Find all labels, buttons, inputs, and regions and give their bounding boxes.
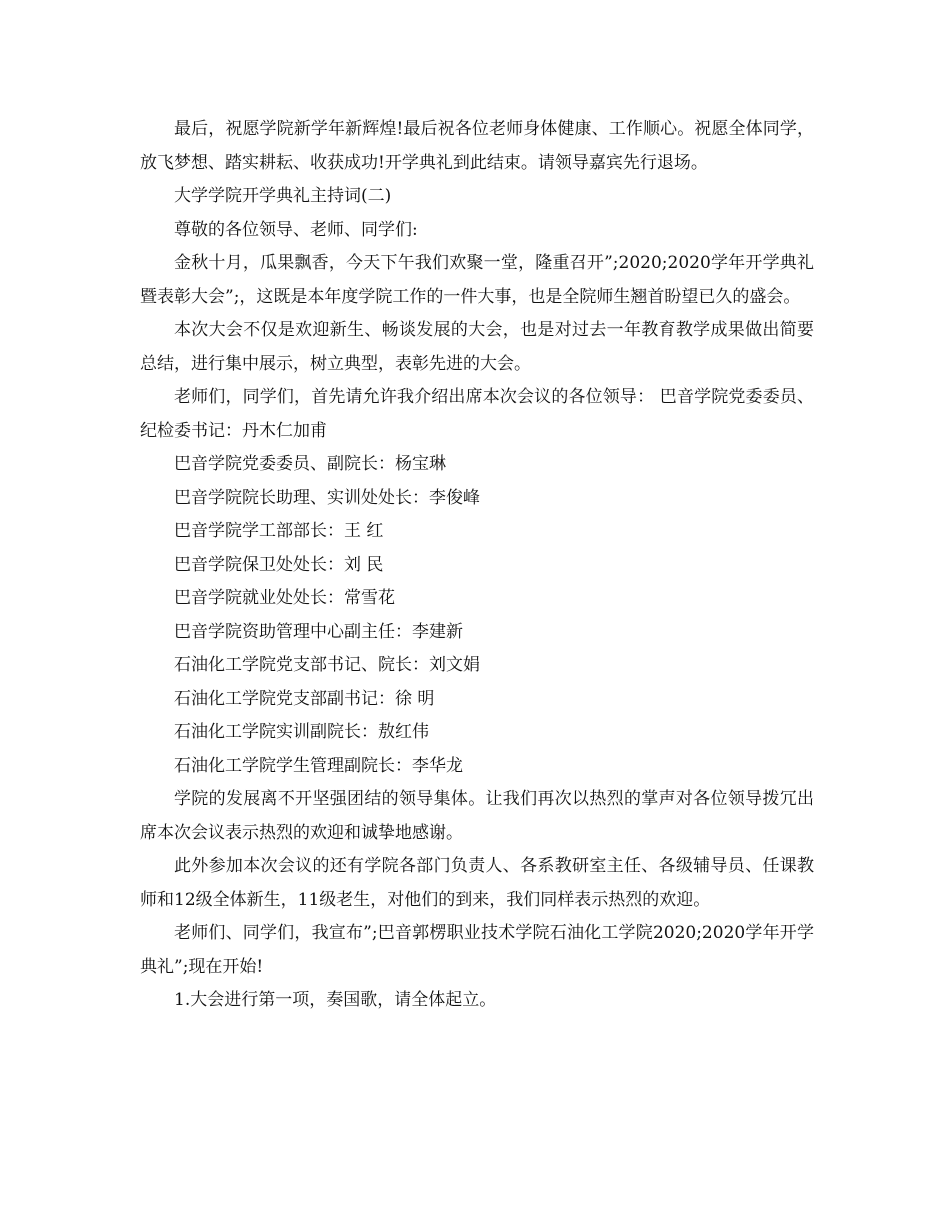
paragraph-meeting-purpose: 本次大会不仅是欢迎新生、畅谈发展的大会，也是对过去一年教育教学成果做出简要总结，进行集中展示，树立典型，表彰先进的大会。 [140,320,814,374]
leader-list-item: 巴音学院学工部部长：王 红 [174,521,384,541]
paragraph-opening: 金秋十月，瓜果飘香，今天下午我们欢聚一堂，隆重召开”;2020;2020学年开学典礼暨表彰大会”;，这既是本年度学院工作的一件大事，也是全院师生翘首盼望已久的盛会。 [140,253,815,307]
document-body [140,113,814,1018]
paragraph-attendees: 此外参加本次会议的还有学院各部门负责人、各系教研室主任、各级辅导员、任课教师和12级全体新生，11级老生，对他们的到来，我们同样表示热烈的欢迎。 [140,856,814,910]
paragraph-leader-intro: 老师们，同学们，首先请允许我介绍出席本次会议的各位领导： 巴音学院党委委员、纪检委书记：丹木仁加甫 [140,387,814,441]
section-heading: 大学学院开学典礼主持词(二) [174,186,392,206]
leader-list-item: 巴音学院院长助理、实训处处长：李俊峰 [174,487,480,508]
paragraph-announcement: 老师们、同学们，我宣布”;巴音郭楞职业技术学院石油化工学院2020;2020学年开学典礼”;现在开始! [140,923,814,977]
paragraph-applause: 学院的发展离不开坚强团结的领导集体。让我们再次以热烈的掌声对各位领导拨冗出席本次会议表示热烈的欢迎和诚挚地感谢。 [140,789,814,843]
paragraph-salutation: 尊敬的各位领导、老师、同学们: [174,219,418,240]
agenda-item-1: 1.大会进行第一项，奏国歌，请全体起立。 [174,990,497,1010]
leader-list-item: 石油化工学院党支部副书记：徐 明 [174,688,435,709]
paragraph-closing-wishes: 最后，祝愿学院新学年新辉煌!最后祝各位老师身体健康、工作顺心。祝愿全体同学，放飞梦想、踏实耕耘、收获成功!开学典礼到此结束。请领导嘉宾先行退场。 [140,119,814,173]
leader-list-item: 巴音学院保卫处处长：刘 民 [174,554,384,575]
leader-list-item: 石油化工学院党支部书记、院长：刘文娟 [174,655,480,675]
leader-list-item: 石油化工学院学生管理副院长：李华龙 [174,755,463,776]
leader-list-item: 石油化工学院实训副院长：敖红伟 [174,722,429,742]
leader-list-item: 巴音学院党委委员、副院长：杨宝琳 [174,454,446,474]
leader-list-item: 巴音学院资助管理中心副主任：李建新 [174,621,463,642]
leader-list-item: 巴音学院就业处处长：常雪花 [174,588,395,608]
